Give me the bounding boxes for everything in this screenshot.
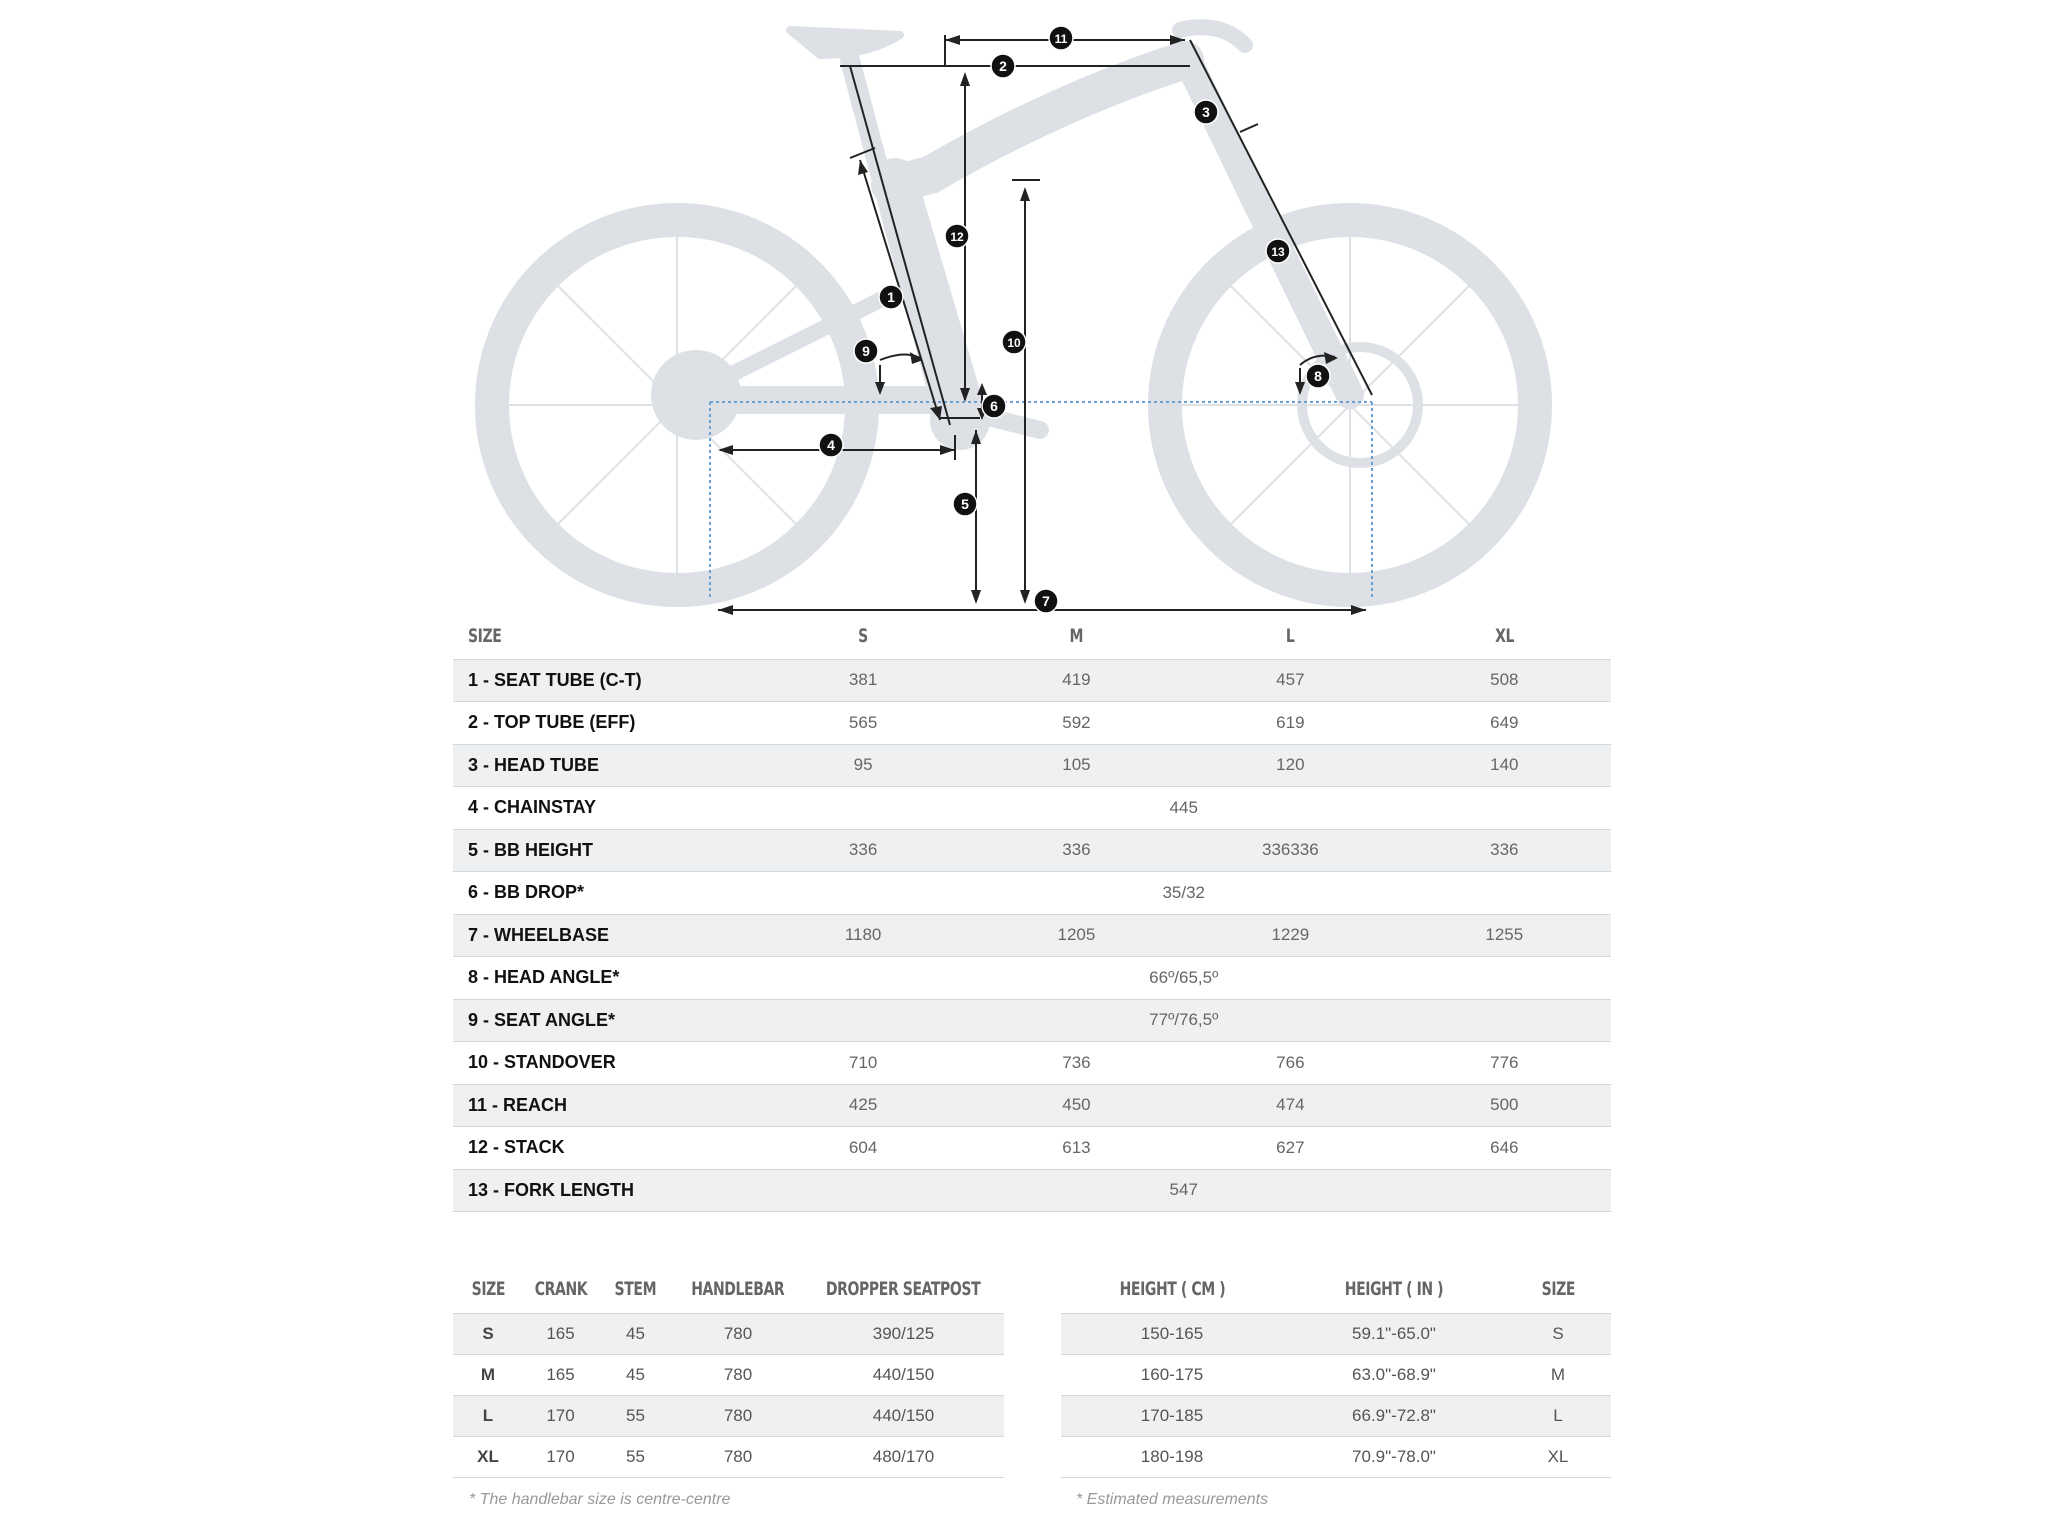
components-header-row — [453, 1266, 1004, 1313]
components-cell: XL — [453, 1436, 523, 1477]
sizing-header-row — [1061, 1266, 1611, 1313]
marker-12 — [945, 224, 969, 248]
geometry-cell: 381 — [756, 659, 969, 702]
geometry-cell: 736 — [970, 1042, 1183, 1085]
components-cell: M — [453, 1354, 523, 1395]
sizing-cell: 66.9"-72.8" — [1283, 1395, 1505, 1436]
geometry-row-label: 4 - CHAINSTAY — [453, 787, 756, 830]
marker-13 — [1266, 239, 1290, 263]
geometry-row-label: 13 - FORK LENGTH — [453, 1169, 756, 1212]
components-cell: 55 — [598, 1436, 673, 1477]
components-cell: L — [453, 1395, 523, 1436]
sizing-cell: 70.9"-78.0" — [1283, 1436, 1505, 1477]
components-cell: 780 — [673, 1395, 803, 1436]
geometry-row-value: 66º/65,5º — [756, 957, 1611, 1000]
svg-text:5: 5 — [961, 496, 969, 512]
components-cell: 780 — [673, 1436, 803, 1477]
geometry-cell: 776 — [1398, 1042, 1611, 1085]
geometry-header-l: L — [1286, 625, 1295, 648]
svg-text:1: 1 — [887, 289, 895, 305]
svg-text:12: 12 — [950, 230, 964, 244]
marker-7 — [1034, 589, 1058, 613]
svg-text:7: 7 — [1042, 593, 1050, 609]
sizing-table — [1061, 1266, 1611, 1478]
geometry-row-label: 5 - BB HEIGHT — [453, 829, 756, 872]
components-header-crank: CRANK — [534, 1278, 587, 1301]
components-cell: 170 — [523, 1395, 598, 1436]
svg-text:6: 6 — [990, 398, 998, 414]
geometry-cell: 649 — [1398, 702, 1611, 745]
sizing-cell: 63.0"-68.9" — [1283, 1354, 1505, 1395]
marker-9 — [854, 339, 878, 363]
sizing-row — [1061, 1354, 1611, 1395]
svg-text:10: 10 — [1007, 336, 1021, 350]
geometry-cell: 336 — [1398, 829, 1611, 872]
geometry-row — [453, 702, 1611, 745]
svg-text:11: 11 — [1054, 32, 1068, 46]
geometry-cell: 1180 — [756, 914, 969, 957]
sizing-cell: 180-198 — [1061, 1436, 1283, 1477]
components-row — [453, 1436, 1004, 1477]
marker-8 — [1306, 364, 1330, 388]
sizing-cell: 59.1"-65.0" — [1283, 1313, 1505, 1354]
geometry-row — [453, 744, 1611, 787]
geometry-cell: 508 — [1398, 659, 1611, 702]
sizing-cell: M — [1505, 1354, 1611, 1395]
geometry-cell: 500 — [1398, 1084, 1611, 1127]
sizing-note: * Estimated measurements — [1076, 1491, 1269, 1508]
geometry-cell: 95 — [756, 744, 969, 787]
components-cell: 165 — [523, 1313, 598, 1354]
geometry-header-size: SIZE — [468, 625, 502, 648]
geometry-cell: 419 — [970, 659, 1183, 702]
geometry-row — [453, 999, 1611, 1042]
svg-text:2: 2 — [999, 58, 1007, 74]
geometry-header-m: M — [1069, 625, 1084, 648]
svg-text:13: 13 — [1271, 245, 1285, 259]
geometry-row — [453, 787, 1611, 830]
geometry-row-label: 11 - REACH — [453, 1084, 756, 1127]
geometry-cell: 1229 — [1183, 914, 1398, 957]
components-cell: 170 — [523, 1436, 598, 1477]
components-cell: 55 — [598, 1395, 673, 1436]
geometry-cell: 766 — [1183, 1042, 1398, 1085]
components-cell: 45 — [598, 1313, 673, 1354]
sizing-row — [1061, 1395, 1611, 1436]
geometry-row-value: 547 — [756, 1169, 1611, 1212]
sizing-cell: 160-175 — [1061, 1354, 1283, 1395]
sizing-header-size: SIZE — [1541, 1278, 1575, 1301]
components-header-handlebar: HANDLEBAR — [691, 1278, 785, 1301]
geometry-cell: 646 — [1398, 1127, 1611, 1170]
geometry-row-label: 1 - SEAT TUBE (C-T) — [453, 659, 756, 702]
bike-geometry-diagram — [0, 0, 2048, 620]
components-cell: 45 — [598, 1354, 673, 1395]
geometry-row — [453, 1042, 1611, 1085]
sizing-header-height-cm: HEIGHT ( CM ) — [1119, 1278, 1225, 1301]
marker-3 — [1194, 100, 1218, 124]
geometry-row-label: 8 - HEAD ANGLE* — [453, 957, 756, 1000]
geometry-row-label: 9 - SEAT ANGLE* — [453, 999, 756, 1042]
svg-text:9: 9 — [862, 343, 870, 359]
marker-11 — [1049, 26, 1073, 50]
geometry-row-label: 6 - BB DROP* — [453, 872, 756, 915]
geometry-row — [453, 1084, 1611, 1127]
geometry-row-value: 77º/76,5º — [756, 999, 1611, 1042]
sizing-cell: S — [1505, 1313, 1611, 1354]
components-cell: 390/125 — [803, 1313, 1004, 1354]
bike-silhouette — [479, 27, 1548, 603]
geometry-cell: 1255 — [1398, 914, 1611, 957]
geometry-header-row — [453, 614, 1611, 659]
geometry-cell: 336336 — [1183, 829, 1398, 872]
marker-4 — [819, 433, 843, 457]
components-cell: 780 — [673, 1354, 803, 1395]
geometry-cell: 425 — [756, 1084, 969, 1127]
components-cell: 440/150 — [803, 1354, 1004, 1395]
geometry-row-label: 10 - STANDOVER — [453, 1042, 756, 1085]
marker-6 — [982, 394, 1006, 418]
components-table — [453, 1266, 1004, 1478]
geometry-cell: 1205 — [970, 914, 1183, 957]
geometry-cell: 565 — [756, 702, 969, 745]
geometry-header-s: S — [858, 625, 868, 648]
geometry-header-xl: XL — [1494, 625, 1514, 648]
geometry-cell: 710 — [756, 1042, 969, 1085]
sizing-cell: XL — [1505, 1436, 1611, 1477]
geometry-cell: 140 — [1398, 744, 1611, 787]
geometry-cell: 627 — [1183, 1127, 1398, 1170]
components-note: * The handlebar size is centre-centre — [469, 1491, 731, 1508]
geometry-row-label: 7 - WHEELBASE — [453, 914, 756, 957]
sizing-row — [1061, 1436, 1611, 1477]
geometry-row-value: 35/32 — [756, 872, 1611, 915]
components-cell: 165 — [523, 1354, 598, 1395]
svg-text:8: 8 — [1314, 368, 1322, 384]
geometry-cell: 604 — [756, 1127, 969, 1170]
geometry-row — [453, 1127, 1611, 1170]
components-row — [453, 1395, 1004, 1436]
geometry-cell: 450 — [970, 1084, 1183, 1127]
geometry-row-label: 3 - HEAD TUBE — [453, 744, 756, 787]
components-row — [453, 1313, 1004, 1354]
components-header-dropper-seatpost: DROPPER SEATPOST — [826, 1278, 981, 1301]
geometry-row — [453, 1169, 1611, 1212]
geometry-cell: 619 — [1183, 702, 1398, 745]
sizing-cell: 170-185 — [1061, 1395, 1283, 1436]
geometry-row — [453, 829, 1611, 872]
marker-2 — [991, 54, 1015, 78]
svg-text:4: 4 — [827, 437, 835, 453]
components-header-size: SIZE — [471, 1278, 505, 1301]
geometry-cell: 336 — [756, 829, 969, 872]
components-cell: S — [453, 1313, 523, 1354]
sizing-header-height-in: HEIGHT ( IN ) — [1344, 1278, 1444, 1301]
geometry-cell: 613 — [970, 1127, 1183, 1170]
geometry-cell: 336 — [970, 829, 1183, 872]
sizing-row — [1061, 1313, 1611, 1354]
geometry-row — [453, 914, 1611, 957]
marker-1 — [879, 285, 903, 309]
geometry-cell: 592 — [970, 702, 1183, 745]
components-header-stem: STEM — [614, 1278, 657, 1301]
components-cell: 780 — [673, 1313, 803, 1354]
geometry-row-label: 2 - TOP TUBE (EFF) — [453, 702, 756, 745]
geometry-table — [453, 614, 1611, 1212]
geometry-row — [453, 659, 1611, 702]
geometry-cell: 105 — [970, 744, 1183, 787]
geometry-row-value: 445 — [756, 787, 1611, 830]
components-row — [453, 1354, 1004, 1395]
components-cell: 440/150 — [803, 1395, 1004, 1436]
geometry-cell: 120 — [1183, 744, 1398, 787]
sizing-cell: L — [1505, 1395, 1611, 1436]
geometry-cell: 474 — [1183, 1084, 1398, 1127]
geometry-row — [453, 957, 1611, 1000]
svg-text:3: 3 — [1202, 104, 1210, 120]
geometry-row-label: 12 - STACK — [453, 1127, 756, 1170]
marker-10 — [1002, 330, 1026, 354]
sizing-cell: 150-165 — [1061, 1313, 1283, 1354]
geometry-cell: 457 — [1183, 659, 1398, 702]
components-cell: 480/170 — [803, 1436, 1004, 1477]
geometry-row — [453, 872, 1611, 915]
marker-5 — [953, 492, 977, 516]
